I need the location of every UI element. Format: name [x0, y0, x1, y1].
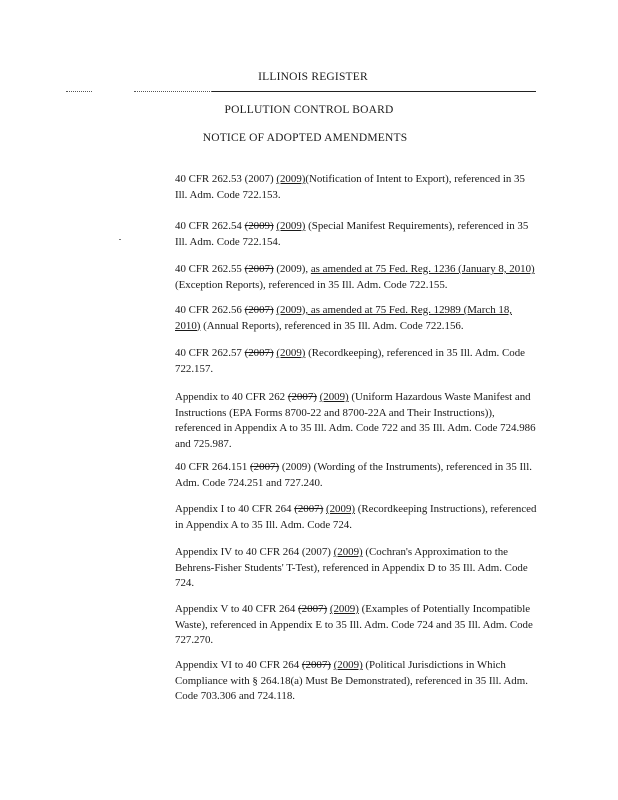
- reference-text: (Recordkeeping), referenced in 35 Ill. Adm. Code 722.157.: [175, 347, 525, 375]
- reference-text: Appendix IV to 40 CFR 264 (2007): [175, 546, 334, 558]
- header-rule: [212, 91, 536, 92]
- deleted-text: (2007): [244, 347, 274, 359]
- deleted-text: (2007): [301, 659, 331, 671]
- header-rule-dotted-left: [66, 91, 92, 92]
- deleted-text: (2007): [298, 603, 328, 615]
- reference-entry: [175, 545, 540, 592]
- reference-entry: [175, 602, 540, 649]
- reference-text: 40 CFR 264.151: [175, 461, 251, 473]
- reference-text: (Exception Reports), referenced in 35 Ill. Adm. Code 722.155.: [175, 278, 448, 291]
- deleted-text: (2007): [244, 304, 274, 316]
- reference-entry: [175, 390, 540, 452]
- reference-entry: [175, 172, 540, 203]
- reference-text: (Recordkeeping Instructions), referenced in Appendix A to 35 Ill. Adm. Code 724.: [175, 503, 537, 531]
- inserted-text: (2009): [333, 546, 363, 558]
- reference-text: Appendix I to 40 CFR 264: [175, 503, 295, 515]
- reference-text: (2009) (Wording of the Instruments), referenced in 35 Ill. Adm. Code 724.251 and 727.240.: [175, 461, 532, 489]
- header-rule-dotted-mid: [134, 91, 212, 92]
- reference-text: 40 CFR 262.54: [175, 220, 245, 232]
- reference-entry: [175, 262, 540, 293]
- reference-text: (Notification of Intent to Export), referenced in 35 Ill. Adm. Code 722.153.: [175, 173, 525, 201]
- reference-text: 40 CFR 262.57: [175, 347, 245, 359]
- deleted-text: (2009): [244, 220, 274, 232]
- reference-text: (Uniform Hazardous Waste Manifest and Instructions (EPA Forms 8700-22 and 8700-22A and Their Instructions)), referenced in Appendix A to 35 Ill. Adm. Code 722 and 35 Ill. Adm. Code 724.986 and 725.987.: [175, 391, 536, 450]
- scan-speck: [119, 239, 121, 240]
- deleted-text: (2007): [287, 391, 317, 403]
- reference-entry: [175, 502, 540, 533]
- reference-text: 40 CFR 262.56: [175, 304, 245, 316]
- register-title: ILLINOIS REGISTER: [258, 71, 368, 83]
- notice-title: NOTICE OF ADOPTED AMENDMENTS: [202, 132, 408, 144]
- reference-text: Appendix to 40 CFR 262: [175, 391, 288, 403]
- inserted-text: as amended at 75 Fed. Reg. 1236 (January 8, 2010): [310, 263, 535, 275]
- reference-entry: [175, 658, 540, 705]
- inserted-text: (2009): [276, 220, 306, 232]
- deleted-text: (2007): [294, 503, 324, 515]
- reference-text: (Special Manifest Requirements), referenced in 35 Ill. Adm. Code 722.154.: [175, 220, 529, 248]
- deleted-text: (2007): [244, 263, 274, 275]
- board-name: POLLUTION CONTROL BOARD: [224, 104, 394, 116]
- reference-entry: [175, 219, 540, 250]
- inserted-text: (2009): [329, 603, 359, 615]
- reference-text: 40 CFR 262.55: [175, 263, 245, 275]
- inserted-text: (2009): [325, 503, 356, 515]
- inserted-text: (2009): [276, 347, 306, 359]
- reference-text: (Annual Reports), referenced in 35 Ill. Adm. Code 722.156.: [200, 319, 464, 332]
- reference-text: (Examples of Potentially Incompatible Waste), referenced in Appendix E to 35 Ill. Adm. Code 724 and 35 Ill. Adm. Code 727.270.: [175, 603, 533, 646]
- reference-entry: [175, 346, 540, 377]
- reference-text: (Cochran's Approximation to the Behrens-Fisher Students' T-Test), referenced in Appendix D to 35 Ill. Adm. Code 724.: [175, 546, 528, 589]
- reference-text: (2009),: [273, 263, 311, 275]
- inserted-text: (2009): [333, 659, 363, 671]
- reference-entry: [175, 303, 540, 334]
- inserted-text: (2009): [276, 173, 306, 185]
- reference-text: Appendix VI to 40 CFR 264: [175, 659, 302, 671]
- reference-text: (Political Jurisdictions in Which Compliance with § 264.18(a) Must Be Demonstrated), referenced in 35 Ill. Adm. Code 703.306 and 724.118.: [175, 659, 528, 702]
- reference-entry: [175, 460, 540, 491]
- inserted-text: (2009), as amended at 75 Fed. Reg. 12989 (March 18, 2010): [175, 304, 512, 332]
- deleted-text: (2007): [250, 461, 280, 473]
- inserted-text: (2009): [319, 391, 349, 403]
- reference-text: 40 CFR 262.53 (2007): [175, 173, 277, 185]
- reference-text: Appendix V to 40 CFR 264: [175, 603, 299, 615]
